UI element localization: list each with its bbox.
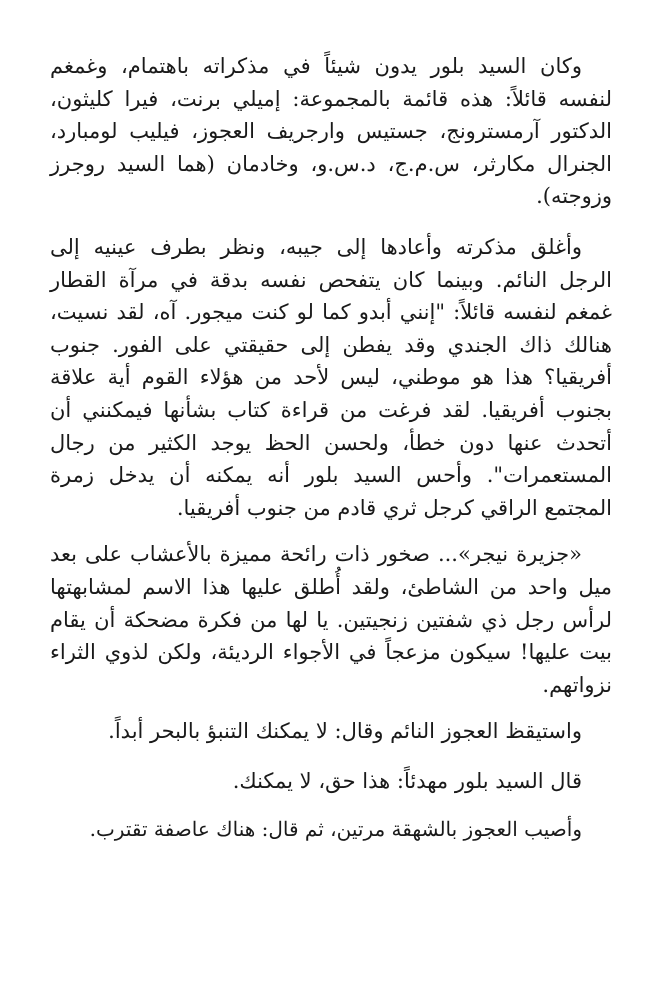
book-page	[50, 50, 612, 846]
paragraph-3: «جزيرة نيجر»... صخور ذات رائحة مميزة بالأعشاب على بعد ميل واحد من الشاطئ، ولقد أُطلق عليها هذا الاسم لمشابهتها لرأس رجل ذي شفتين زنجيتين. يا لها من فكرة مضحكة أن يقام بيت عليها! سيكون مزعجاً في الأجواء الرديئة، ولكن لذوي الثراء نزواتهم.	[50, 542, 612, 697]
paragraph-6: وأصيب العجوز بالشهقة مرتين، ثم قال: هناك عاصفة تقترب.	[89, 817, 582, 842]
paragraph-1: وكان السيد بلور يدون شيئاً في مذكراته باهتمام، وغمغم لنفسه قائلاً: هذه قائمة بالمجموعة: إميلي برنت، فيرا كليثون، الدكتور آرمسترونج، جستيس وارجريف العجوز، فيليب لومبارد، الجنرال مكارثر، س.م.ج، د.س.و، وخادمان (هما السيد روجرز وزوجته).	[50, 54, 612, 209]
paragraph-2: وأغلق مذكرته وأعادها إلى جيبه، ونظر بطرف عينيه إلى الرجل النائم. وبينما كان يتفحص نفسه بدقة في مرآة القطار غمغم لنفسه قائلاً: "إنني أبدو كما لو كنت ميجور. آه، لقد نسيت، هنالك ذاك الجندي وقد يفطن إلى حقيقتي على الفور. جنوب أفريقيا؟ هذا هو موطني، ليس لأحد من هؤلاء القوم أية علاقة بجنوب أفريقيا. لقد فرغت من قراءة كتاب بشأنها فيمكنني أن أتحدث عنها دون خطأ، ولحسن الحظ يوجد الكثير من رجال المستعمرات". وأحس السيد بلور أنه يمكنه أن يدخل زمرة المجتمع الراقي كرجل ثري قادم من جنوب أفريقيا.	[50, 234, 612, 520]
paragraph-5: قال السيد بلور مهدئاً: هذا حق، لا يمكنك.	[232, 768, 582, 793]
paragraph-4: واستيقظ العجوز النائم وقال: لا يمكنك التنبؤ بالبحر أبداً.	[108, 719, 582, 744]
